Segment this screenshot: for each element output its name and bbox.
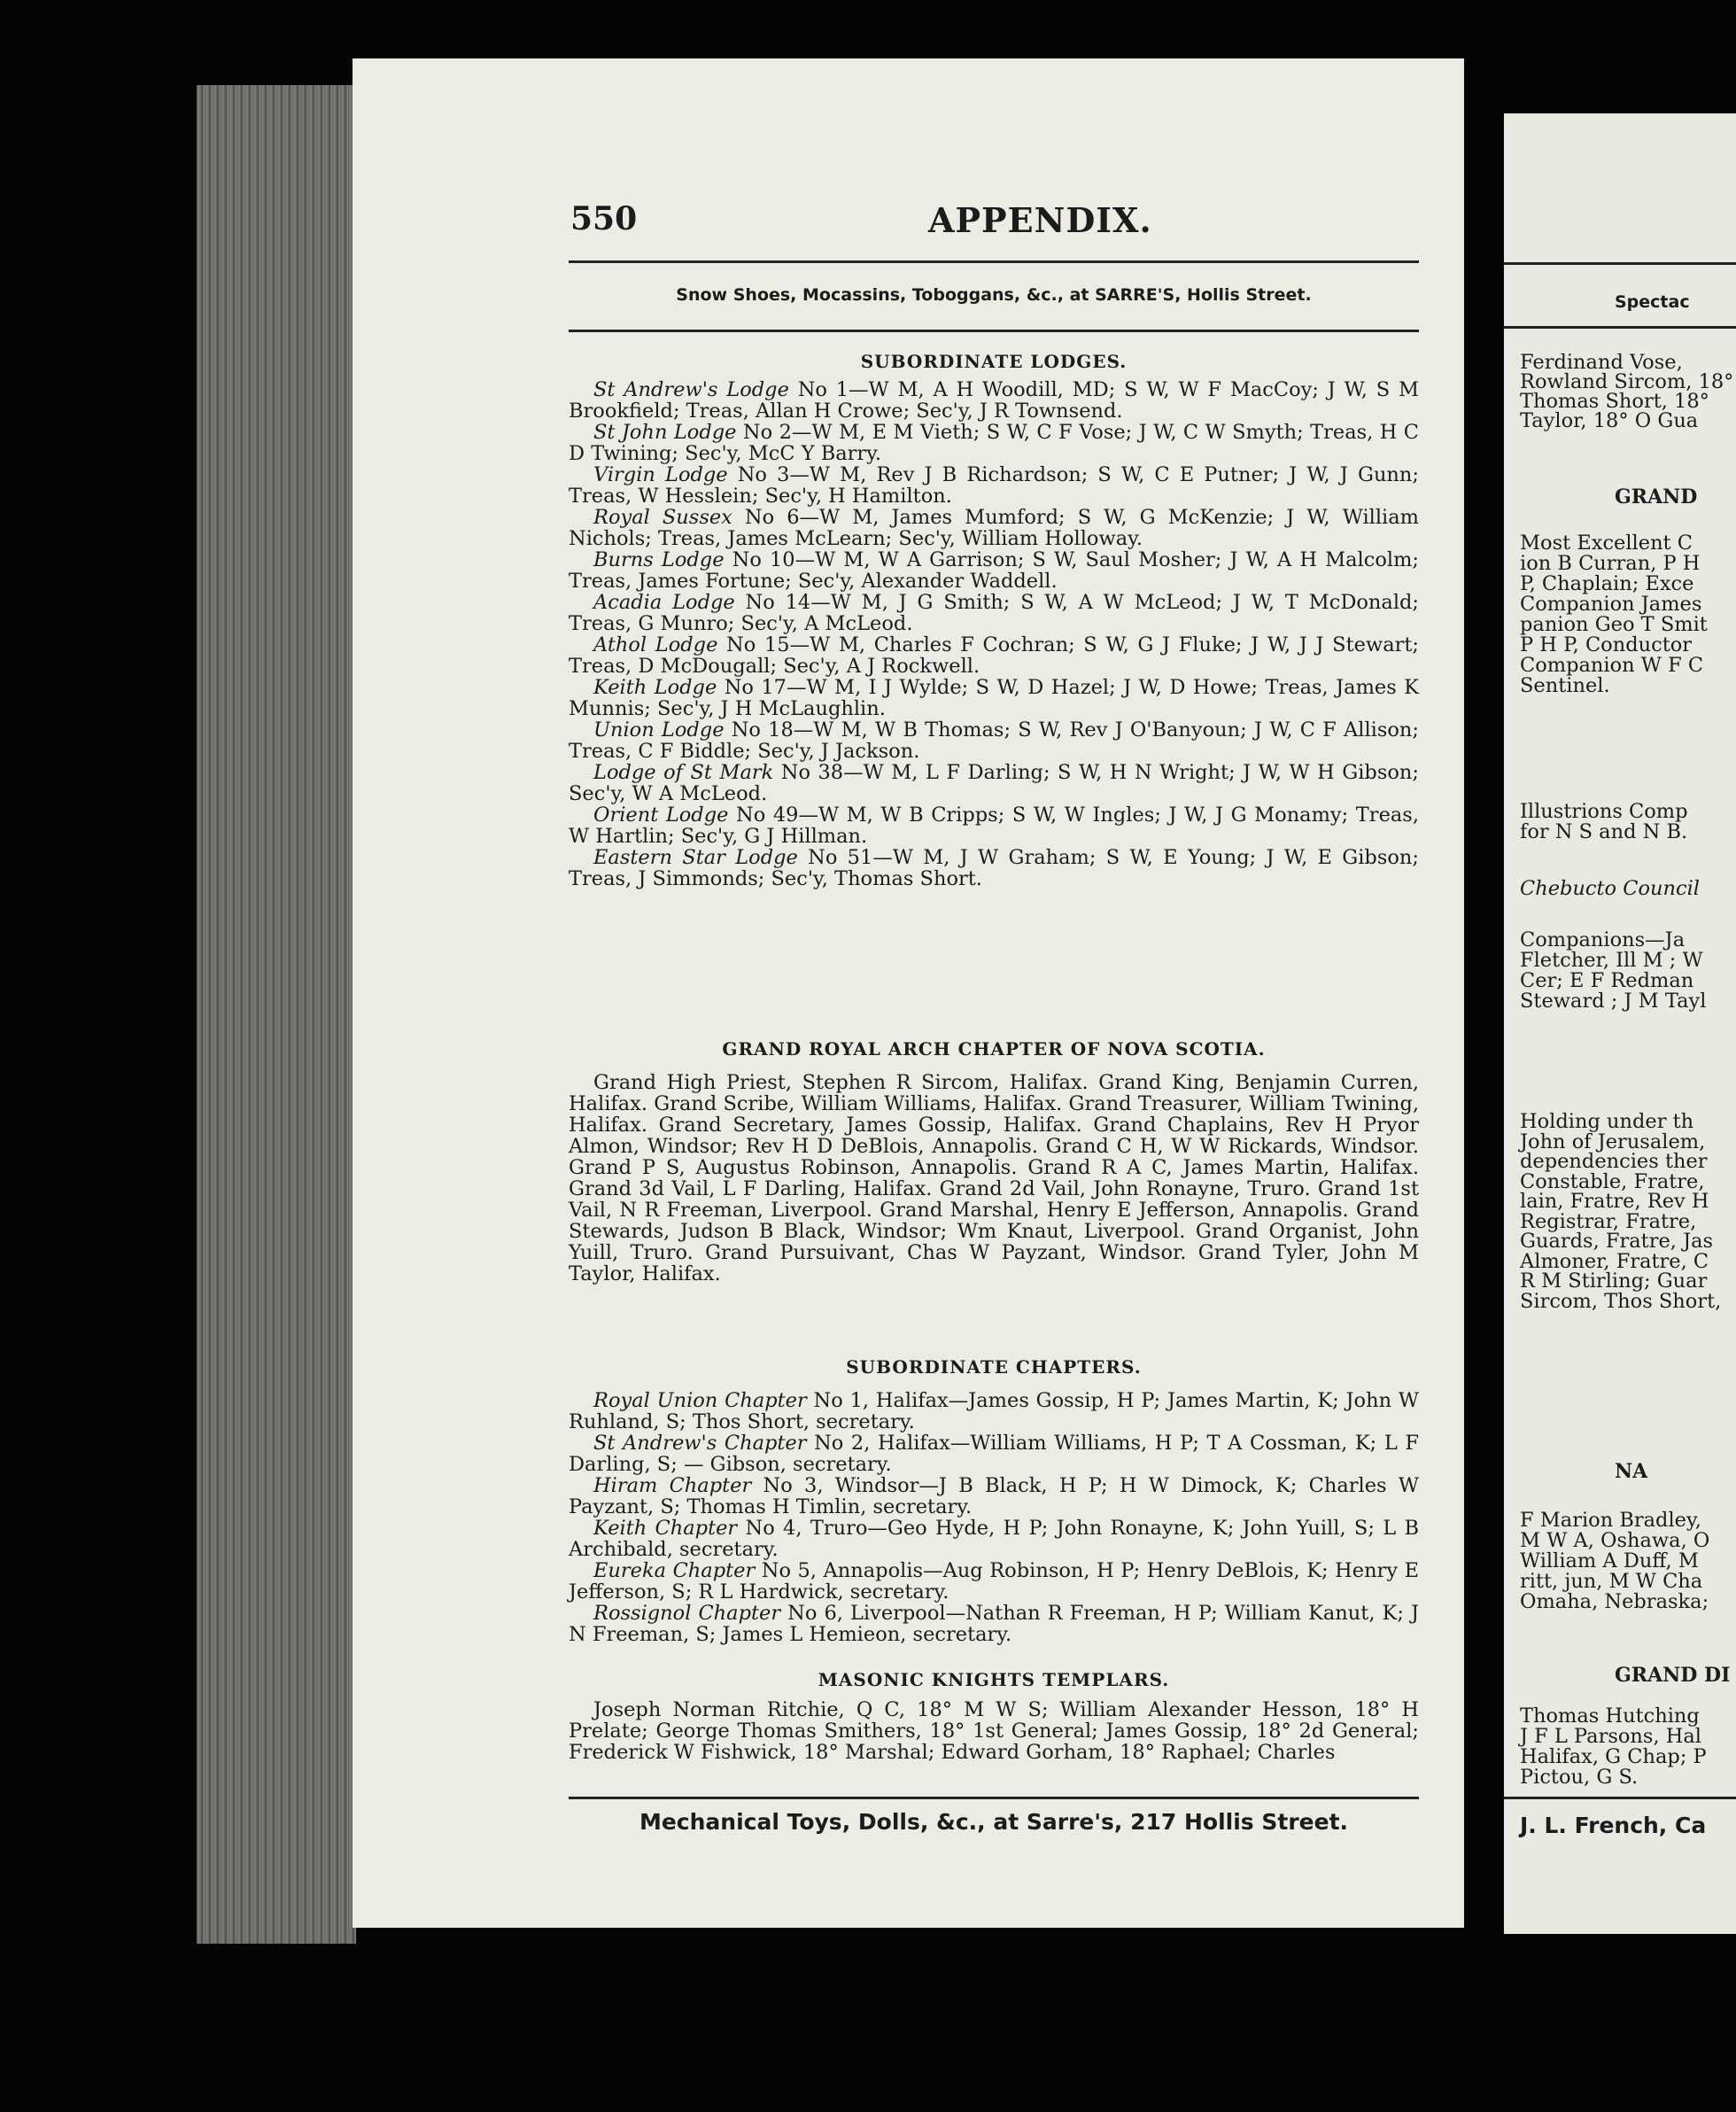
right-text-line: M W A, Oshawa, O — [1520, 1529, 1710, 1552]
right-text-line: Companions—Ja — [1520, 928, 1686, 951]
right-text-line: Pictou, G S. — [1520, 1766, 1639, 1789]
right-text-line: P, Chaplain; Exce — [1520, 572, 1694, 595]
entry-name: Hiram Chapter — [593, 1474, 752, 1497]
right-text-line: Rowland Sircom, 18° — [1520, 370, 1734, 393]
right-text-line: Holding under th — [1520, 1110, 1694, 1133]
list-item — [569, 1560, 1419, 1603]
list-item — [569, 1518, 1419, 1560]
entry-text: No 18—W M, W B Thomas; S W, Rev J O'Banyoun; J W, C F Allison; Treas, C F Biddle; Sec'y, J Jackson. — [569, 718, 1419, 763]
grand-chapter-section — [569, 1038, 1419, 1285]
entry-name: Burns Lodge — [593, 548, 725, 571]
list-item — [569, 464, 1419, 507]
right-text-line: Ferdinand Vose, — [1520, 351, 1683, 374]
right-text-line: Almoner, Fratre, C — [1520, 1249, 1709, 1273]
divider-rule — [1504, 262, 1736, 265]
entry-text: No 4, Truro—Geo Hyde, H P; John Ronayne, K; John Yuill, S; L B Archibald, secretary. — [569, 1517, 1419, 1561]
section-heading: GRAND ROYAL ARCH CHAPTER OF NOVA SCOTIA. — [722, 1038, 1266, 1060]
left-page — [353, 58, 1464, 1928]
top-advertisement: Snow Shoes, Mocassins, Toboggans, &c., at SARRE'S, Hollis Street. — [676, 285, 1312, 305]
right-text-line: for N S and N B. — [1520, 820, 1688, 843]
entry-text: No 38—W M, L F Darling; S W, H N Wright; J W, W H Gibson; Sec'y, W A McLeod. — [569, 761, 1419, 805]
entry-name: Orient Lodge — [593, 804, 729, 827]
list-item — [569, 847, 1419, 889]
section-heading: MASONIC KNIGHTS TEMPLARS. — [818, 1669, 1170, 1690]
list-item — [569, 422, 1419, 464]
entry-name: Royal Union Chapter — [593, 1389, 807, 1412]
page-title: APPENDIX. — [928, 200, 1152, 240]
right-text-line: Thomas Hutching — [1520, 1704, 1700, 1728]
right-text-line: Cer; E F Redman — [1520, 969, 1694, 992]
right-top-advertisement: Spectac — [1615, 292, 1690, 312]
divider-rule — [569, 1797, 1419, 1799]
entry-text: No 10—W M, W A Garrison; S W, Saul Mosher; J W, A H Malcolm; Treas, James Fortune; Sec'y, Alexander Waddell. — [569, 548, 1419, 593]
entry-text: No 2, Halifax—William Williams, H P; T A Cossman, K; L F Darling, S; — Gibson, secretary. — [569, 1432, 1419, 1476]
entry-name: Lodge of St Mark — [593, 761, 774, 784]
entry-text: No 14—W M, J G Smith; S W, A W McLeod; J W, T McDonald; Treas, G Munro; Sec'y, A McLeod. — [569, 591, 1419, 635]
right-text-line: P H P, Conductor — [1520, 633, 1693, 656]
list-item — [569, 719, 1419, 762]
entry-name: Acadia Lodge — [593, 591, 735, 614]
entry-name: St John Lodge — [593, 421, 737, 444]
list-item — [569, 762, 1419, 804]
divider-rule — [569, 260, 1419, 263]
page-number: 550 — [570, 200, 638, 237]
right-section-heading: GRAND DI — [1615, 1664, 1731, 1687]
entry-name: Athol Lodge — [593, 633, 718, 656]
right-text-line: R M Stirling; Guar — [1520, 1270, 1708, 1293]
right-text-line: Thomas Short, 18° — [1520, 390, 1709, 413]
list-item — [569, 804, 1419, 847]
right-text-line: panion Geo T Smit — [1520, 613, 1708, 636]
entry-name: St Andrew's Lodge — [593, 378, 789, 401]
right-text-line: Companion W F C — [1520, 654, 1704, 677]
right-text-line: ion B Curran, P H — [1520, 552, 1701, 575]
right-text-line: dependencies ther — [1520, 1150, 1708, 1173]
entry-text: No 5, Annapolis—Aug Robinson, H P; Henry DeBlois, K; Henry E Jefferson, S; R L Hardwick, secretary. — [569, 1559, 1419, 1603]
right-text-line: Halifax, G Chap; P — [1520, 1745, 1707, 1768]
entry-name: Keith Lodge — [593, 676, 717, 699]
right-text-line: Steward ; J M Tayl — [1520, 990, 1707, 1013]
templars-section — [569, 1669, 1419, 1763]
templars-text: Joseph Norman Ritchie, Q C, 18° M W S; William Alexander Hesson, 18° H Prelate; George Thomas Smithers, 18° 1st General; James Gossip, 18° 2d General; Frederick W Fishwick, 18° Marshal; Edward Gorham, 18° Raphael; Charles — [569, 1698, 1419, 1764]
chapters-section — [569, 1356, 1419, 1645]
entry-text: No 1, Halifax—James Gossip, H P; James Martin, K; John W Ruhland, S; Thos Short, secretary. — [569, 1389, 1419, 1433]
entry-text: No 1—W M, A H Woodill, MD; S W, W F MacCoy; J W, S M Brookfield; Treas, Allan H Crowe; Sec'y, J R Townsend. — [569, 378, 1419, 423]
lodges-section — [569, 351, 1419, 889]
right-text-line: ritt, jun, M W Cha — [1520, 1570, 1703, 1593]
list-item — [569, 507, 1419, 549]
right-text-line: William A Duff, M — [1520, 1549, 1699, 1572]
entry-text: No 6—W M, James Mumford; S W, G McKenzie; J W, William Nichols; Treas, James McLearn; Sec'y, William Holloway. — [569, 506, 1419, 550]
entry-name: Eureka Chapter — [593, 1559, 756, 1582]
right-text-line: J F L Parsons, Hal — [1520, 1725, 1701, 1748]
right-bottom-advertisement: J. L. French, Ca — [1520, 1813, 1707, 1838]
list-item — [569, 1433, 1419, 1475]
right-text-line: Registrar, Fratre, — [1520, 1209, 1697, 1233]
entry-name: Keith Chapter — [593, 1517, 738, 1540]
entry-name: Royal Sussex — [593, 506, 732, 529]
right-text-line: Chebucto Council — [1520, 877, 1700, 900]
entry-name: Rossignol Chapter — [593, 1602, 781, 1625]
entry-text: No 3—W M, Rev J B Richardson; S W, C E Putner; J W, J Gunn; Treas, W Hesslein; Sec'y, H Hamilton. — [569, 463, 1419, 508]
list-item — [569, 592, 1419, 634]
divider-rule — [1504, 326, 1736, 329]
right-section-heading: GRAND — [1615, 485, 1698, 509]
right-text-line: lain, Fratre, Rev H — [1520, 1190, 1709, 1213]
entry-name: Union Lodge — [593, 718, 725, 742]
right-text-line: Constable, Fratre, — [1520, 1169, 1705, 1193]
entry-name: Eastern Star Lodge — [593, 846, 798, 869]
list-item — [569, 677, 1419, 719]
section-heading: SUBORDINATE CHAPTERS. — [846, 1356, 1142, 1378]
right-text-line: Sircom, Thos Short, — [1520, 1289, 1722, 1313]
bottom-advertisement: Mechanical Toys, Dolls, &c., at Sarre's, 217 Hollis Street. — [639, 1809, 1349, 1835]
list-item — [569, 634, 1419, 677]
right-text-line: Illustrions Comp — [1520, 800, 1688, 823]
right-text-line: Omaha, Nebraska; — [1520, 1590, 1709, 1613]
right-text-line: Guards, Fratre, Jas — [1520, 1230, 1714, 1253]
entry-text: No 49—W M, W B Cripps; S W, W Ingles; J W, J G Monamy; Treas, W Hartlin; Sec'y, G J Hillman. — [569, 804, 1419, 848]
right-text-line: Most Excellent C — [1520, 532, 1693, 555]
right-text-line: F Marion Bradley, — [1520, 1509, 1701, 1532]
right-text-line: Fletcher, Ill M ; W — [1520, 949, 1703, 972]
right-text-line: John of Jerusalem, — [1520, 1130, 1706, 1153]
grand-chapter-text: Grand High Priest, Stephen R Sircom, Halifax. Grand King, Benjamin Curren, Halifax. Grand Scribe, William Williams, Halifax. Grand Treasurer, William Twining, Halifax. Grand Secretary, James Gossip, Halifax. Grand Chaplains, Rev H Pryor Almon, Windsor; Rev H D DeBlois, Annapolis. Grand C H, W W Rickards, Windsor. Grand P S, Augustus Robinson, Annapolis. Grand R A C, James Martin, Halifax. Grand 3d Vail, L F Darling, Halifax. Grand 2d Vail, John Ronayne, Truro. Grand 1st Vail, N R Freeman, Liverpool. Grand Marshal, Henry E Jefferson, Annapolis. Grand Stewards, Judson B Black, Windsor; Wm Knaut, Liverpool. Grand Organist, John Yuill, Truro. Grand Pursuivant, Chas W Payzant, Windsor. Grand Tyler, John M Taylor, Halifax. — [569, 1071, 1419, 1285]
right-text-line: Taylor, 18° O Gua — [1520, 409, 1699, 432]
entry-text: No 6, Liverpool—Nathan R Freeman, H P; William Kanut, K; J N Freeman, S; James L Hemieon, secretary. — [569, 1602, 1419, 1646]
right-page — [1504, 113, 1736, 1934]
list-item — [569, 379, 1419, 422]
right-text-line: Companion James — [1520, 593, 1702, 616]
list-item — [569, 1475, 1419, 1518]
list-item — [569, 549, 1419, 592]
divider-rule — [569, 330, 1419, 332]
entry-text: No 2—W M, E M Vieth; S W, C F Vose; J W, C W Smyth; Treas, H C D Twining; Sec'y, McC Y Barry. — [569, 421, 1420, 465]
entry-name: Virgin Lodge — [593, 463, 728, 486]
entry-name: St Andrew's Chapter — [593, 1432, 807, 1455]
list-item — [569, 1603, 1419, 1645]
entry-text: No 3, Windsor—J B Black, H P; H W Dimock, K; Charles W Payzant, S; Thomas H Timlin, secretary. — [569, 1474, 1419, 1518]
divider-rule — [1504, 1797, 1736, 1799]
right-text-line: Sentinel. — [1520, 674, 1610, 697]
list-item — [569, 1390, 1419, 1433]
section-heading: SUBORDINATE LODGES. — [860, 351, 1128, 372]
entry-text: No 15—W M, Charles F Cochran; S W, G J Fluke; J W, J J Stewart; Treas, D McDougall; Sec'y, A J Rockwell. — [569, 633, 1419, 678]
entry-text: No 17—W M, I J Wylde; S W, D Hazel; J W, D Howe; Treas, James K Munnis; Sec'y, J H McLaughlin. — [569, 676, 1419, 720]
entry-text: No 51—W M, J W Graham; S W, E Young; J W, E Gibson; Treas, J Simmonds; Sec'y, Thomas Short. — [569, 846, 1420, 890]
book-edge — [197, 85, 356, 1944]
right-section-heading: NA — [1615, 1460, 1648, 1483]
